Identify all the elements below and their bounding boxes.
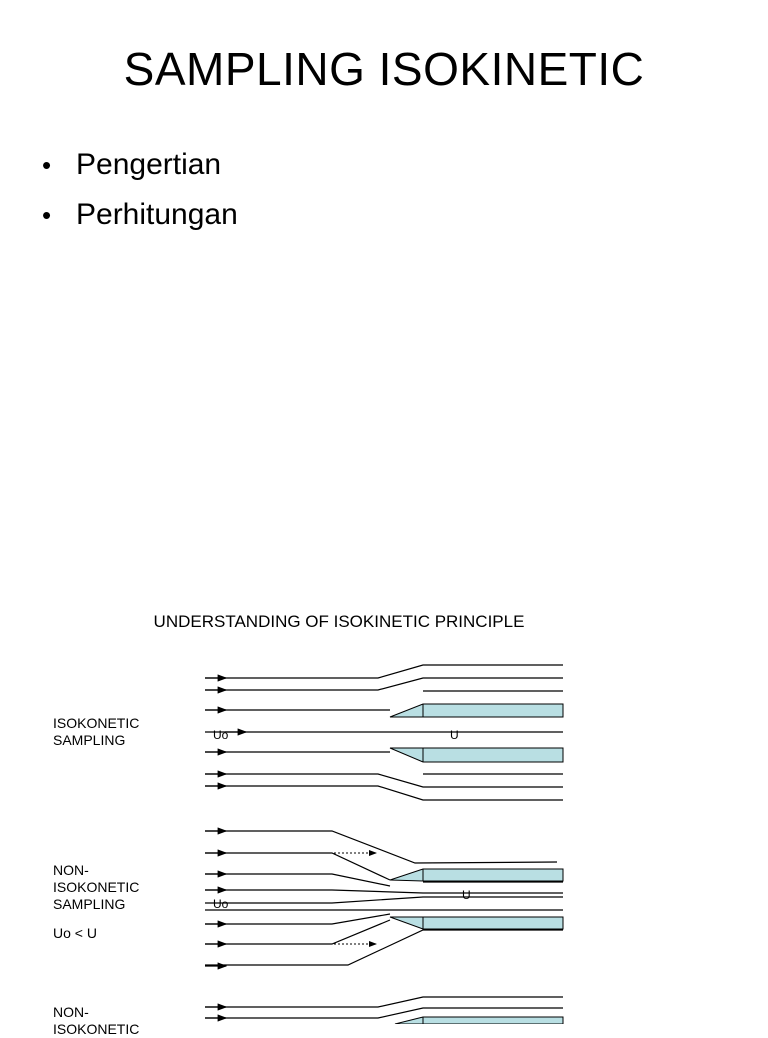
- panel3-streamlines: [205, 997, 563, 1018]
- bullet-dot-icon: •: [42, 150, 52, 180]
- panel3-nozzle: [395, 1017, 563, 1024]
- streamline: [205, 774, 563, 787]
- panel1-streamlines: [205, 665, 563, 800]
- nozzle-upper-wall: [390, 869, 563, 881]
- diagram-title-text: UNDERSTANDING OF ISOKINETIC PRINCIPLE: [153, 612, 525, 631]
- streamline: [205, 786, 563, 800]
- panel2-uo-label: Uo: [213, 897, 229, 911]
- slide-title: SAMPLING ISOKINETIC: [123, 43, 645, 95]
- nozzle-upper-wall: [395, 1017, 563, 1024]
- panel2-streamlines: [205, 831, 563, 965]
- panel2-u-label: U: [462, 888, 471, 902]
- nozzle-lower-wall: [390, 748, 563, 762]
- streamline: [205, 930, 563, 965]
- streamline: [205, 853, 390, 880]
- panel3-label: NON- ISOKONETIC: [53, 1004, 140, 1037]
- bullet-dot-icon: •: [42, 200, 52, 230]
- streamline: [205, 678, 563, 690]
- streamline: [205, 997, 563, 1007]
- panel1-label: ISOKONETIC SAMPLING: [53, 715, 140, 748]
- panel2-dotted-arrows: [334, 853, 376, 944]
- panel1-uo-label: Uo: [213, 728, 229, 742]
- streamline: [205, 914, 390, 924]
- streamline: [205, 890, 563, 893]
- streamline: [205, 831, 557, 863]
- nozzle-upper-wall: [390, 704, 563, 717]
- bullet-text: Perhitungan: [76, 198, 238, 231]
- nozzle-lower-wall: [390, 917, 563, 929]
- panel2-label: NON- ISOKONETIC SAMPLING: [53, 862, 140, 912]
- panel2-nozzle: [390, 869, 563, 929]
- panel1-nozzle: [390, 704, 563, 762]
- streamline: [205, 874, 390, 886]
- bullet-text: Pengertian: [76, 148, 222, 181]
- panel2-condition: Uo < U: [53, 925, 97, 941]
- panel1-u-label: U: [450, 728, 459, 742]
- streamline: [205, 665, 563, 678]
- panel3-arrows: [205, 1007, 226, 1018]
- streamline: [205, 897, 563, 903]
